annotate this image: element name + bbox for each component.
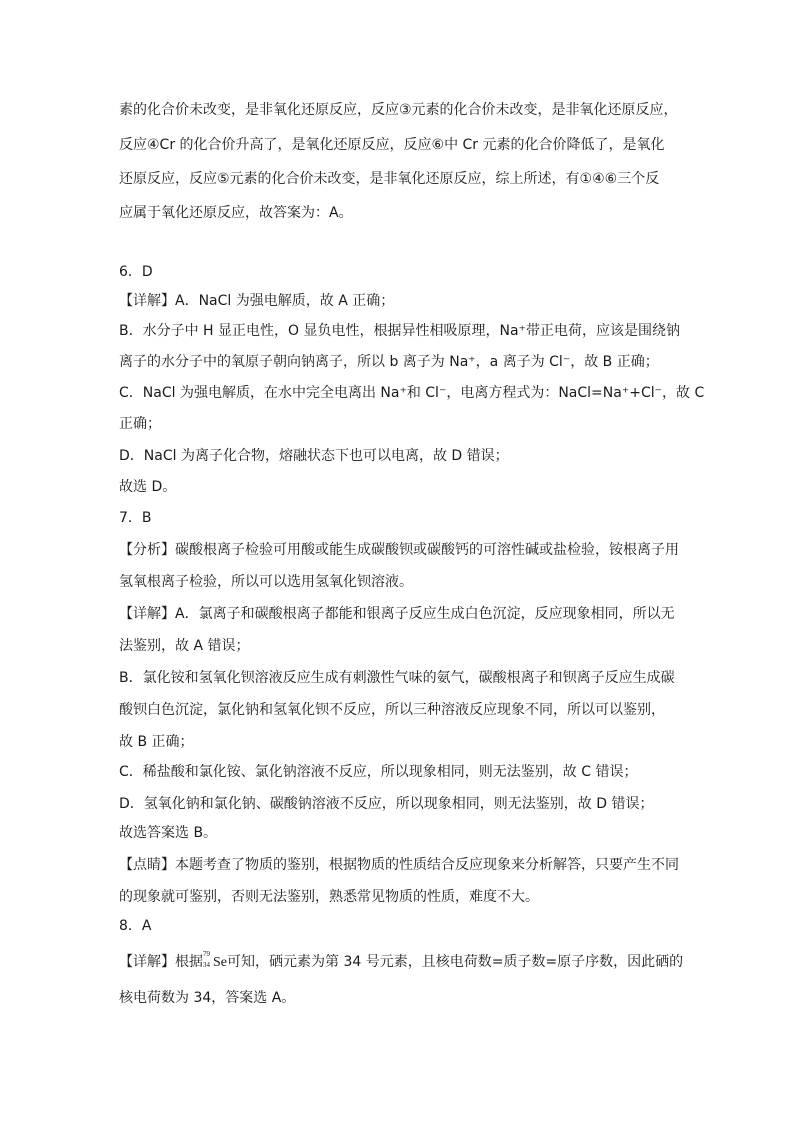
q7-line-12: 的现象就可鉴别，否则无法鉴别，熟悉常见物质的性质，难度不大。 bbox=[119, 889, 539, 905]
p1-line-2: 反应④Cr 的化合价升高了，是氧化还原反应，反应⑥中 Cr 元素的化合价降低了，是氧化 bbox=[119, 137, 665, 153]
q8-line-1 bbox=[119, 952, 683, 973]
p1-line-4: 应属于氧化还原反应，故答案为：A。 bbox=[119, 205, 353, 221]
q7-line-8: C．稀盐酸和氯化铵、氯化钠溶液不反应，所以现象相同，则无法鉴别，故 C 错误； bbox=[119, 764, 638, 780]
q6-line-2: B．水分子中 H 显正电性，O 显负电性，根据异性相吸原理，Na⁺带正电荷，应该是围绕钠 bbox=[119, 323, 680, 339]
q7-number: 7．B bbox=[119, 510, 152, 526]
isotope-atomic-number: 34 bbox=[203, 961, 210, 969]
q6-line-3: 离子的水分子中的氧原子朝向钠离子，所以 b 离子为 Na⁺，a 离子为 Cl⁻，故 B 正确； bbox=[119, 354, 659, 370]
isotope-symbol: Se bbox=[213, 955, 227, 970]
q7-line-5: B．氯化铵和氢氧化钡溶液反应生成有刺激性气味的氨气，碳酸根离子和钡离子反应生成碳 bbox=[119, 670, 675, 686]
q6-line-4: C．NaCl 为强电解质，在水中完全电离出 Na⁺和 Cl⁻，电离方程式为：NaCl=Na⁺+Cl⁻，故 C bbox=[119, 385, 705, 401]
q7-line-11: 【点睛】本题考查了物质的鉴别，根据物质的性质结合反应现象来分析解答，只要产生不同 bbox=[119, 857, 679, 873]
q7-line-2: 氢氧根离子检验，所以可以选用氢氧化钡溶液。 bbox=[119, 574, 413, 590]
q7-line-9: D．氢氧化钠和氯化钠、碳酸钠溶液不反应，所以现象相同，则无法鉴别，故 D 错误； bbox=[119, 796, 654, 812]
q6-line-1: 【详解】A．NaCl 为强电解质，故 A 正确； bbox=[119, 293, 395, 309]
q6-number: 6．D bbox=[119, 264, 153, 280]
q7-line-1: 【分析】碳酸根离子检验可用酸或能生成碳酸钡或碳酸钙的可溶性碱或盐检验，铵根离子用 bbox=[119, 542, 679, 558]
q7-line-10: 故选答案选 B。 bbox=[119, 825, 218, 841]
q8-line-1-post: 可知，硒元素为第 34 号元素，且核电荷数=质子数=原子序数，因此硒的 bbox=[227, 954, 684, 970]
q7-line-3: 【详解】A．氯离子和碳酸根离子都能和银离子反应生成白色沉淀，反应现象相同，所以无 bbox=[119, 606, 675, 622]
p1-line-1: 素的化合价未改变，是非氧化还原反应，反应③元素的化合价未改变，是非氧化还原反应， bbox=[119, 102, 678, 118]
q7-line-4: 法鉴别，故 A 错误； bbox=[119, 638, 250, 654]
q8-line-1-pre: 【详解】根据 bbox=[119, 954, 203, 970]
selenium-isotope bbox=[203, 950, 213, 969]
isotope-mass-number: 79 bbox=[203, 950, 210, 958]
q6-line-7: 故选 D。 bbox=[119, 479, 177, 495]
q7-line-6: 酸钡白色沉淀，氯化钠和氢氧化钡不反应，所以三种溶液反应现象不同，所以可以鉴别， bbox=[119, 702, 665, 718]
q7-line-7: 故 B 正确； bbox=[119, 734, 194, 750]
q6-line-5: 正确； bbox=[119, 416, 161, 432]
p1-line-3: 还原反应，反应⑤元素的化合价未改变，是非氧化还原反应，综上所述，有①④⑥三个反 bbox=[119, 171, 660, 187]
q8-number: 8．A bbox=[119, 918, 152, 934]
q8-line-2: 核电荷数为 34，答案选 A。 bbox=[119, 990, 296, 1006]
q6-line-6: D．NaCl 为离子化合物，熔融状态下也可以电离，故 D 错误； bbox=[119, 448, 509, 464]
